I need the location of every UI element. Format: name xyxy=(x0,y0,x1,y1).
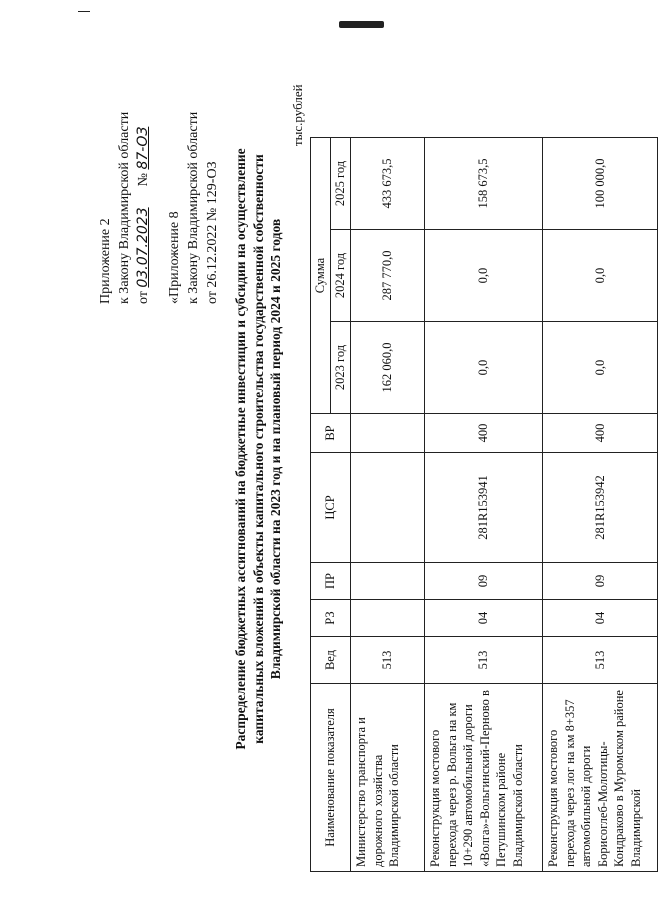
number-prefix: № xyxy=(136,173,151,187)
appendix-line-6: от 26.12.2022 № 129-ОЗ xyxy=(205,161,220,304)
cell-2024: 0,0 xyxy=(543,230,658,322)
document-title: Распределение бюджетных ассигнований на бюджетные инвестиции и субсидии на осуществление капитальных вложений в объекты капитального строительства государственной собственности Владимирской области на 2023 год и на плановый период 2024 и 2025 годов xyxy=(233,148,283,750)
cell-rz: 04 xyxy=(425,600,543,637)
cell-vr: 400 xyxy=(425,414,543,453)
cell-rz: 04 xyxy=(543,600,658,637)
cell-2023: 0,0 xyxy=(543,322,658,414)
cell-name: Реконструкция мостового перехода через р. Вольга на км 10+290 автомобильной дороги «Волга»-Вольгинский-Перново в Петушинском районе Владимирской области xyxy=(425,684,543,872)
cell-2025: 433 673,5 xyxy=(351,138,425,230)
cell-csr xyxy=(351,453,425,563)
cell-name: Министерство транспорта и дорожного хозяйства Владимирской области xyxy=(351,684,425,872)
cell-rz xyxy=(351,600,425,637)
header-rz: РЗ xyxy=(311,600,351,637)
header-name: Наименование показателя xyxy=(311,684,351,872)
cell-2023: 0,0 xyxy=(425,322,543,414)
units-label: тыс.рублей xyxy=(290,84,305,146)
header-2023: 2023 год xyxy=(331,322,351,414)
appendix-line-5: к Закону Владимирской области xyxy=(186,111,201,304)
header-2025: 2025 год xyxy=(331,138,351,230)
table-row xyxy=(543,138,658,872)
cell-pr: 09 xyxy=(425,563,543,600)
cell-2025: 158 673,5 xyxy=(425,138,543,230)
header-pr: ПР xyxy=(311,563,351,600)
cell-csr: 281R153941 xyxy=(425,453,543,563)
cell-ved: 513 xyxy=(425,637,543,684)
appendix-line-4: «Приложение 8 xyxy=(167,211,182,304)
appendix-block xyxy=(96,112,222,304)
header-ved: Вед xyxy=(311,637,351,684)
cell-ved: 513 xyxy=(543,637,658,684)
appendix-line-1: Приложение 2 xyxy=(98,218,113,304)
appendix-date-line xyxy=(134,112,153,304)
cell-2024: 287 770,0 xyxy=(351,230,425,322)
cell-vr: 400 xyxy=(543,414,658,453)
cell-csr: 281R153942 xyxy=(543,453,658,563)
cell-2025: 100 000,0 xyxy=(543,138,658,230)
cell-pr: 09 xyxy=(543,563,658,600)
header-2024: 2024 год xyxy=(331,230,351,322)
header-sum: Сумма xyxy=(311,138,331,414)
cell-name: Реконструкция мостового перехода через лог на км 8+357 автомобильной дороги Борисоглеб-Молотицы-Кондраково в Муромском районе Владимирской xyxy=(543,684,658,872)
cell-2024: 0,0 xyxy=(425,230,543,322)
header-csr: ЦСР xyxy=(311,453,351,563)
cell-pr xyxy=(351,563,425,600)
cell-2023: 162 060,0 xyxy=(351,322,425,414)
header-vr: ВР xyxy=(311,414,351,453)
handwritten-number: 87-ОЗ xyxy=(135,126,151,170)
cell-ved: 513 xyxy=(351,637,425,684)
table-row xyxy=(351,138,425,872)
handwritten-date: 03.07.2023 xyxy=(135,207,151,288)
date-prefix: от xyxy=(136,291,151,304)
table-row xyxy=(425,138,543,872)
appendix-line-2: к Закону Владимирской области xyxy=(117,111,132,304)
allocation-table xyxy=(310,137,658,872)
cell-vr xyxy=(351,414,425,453)
